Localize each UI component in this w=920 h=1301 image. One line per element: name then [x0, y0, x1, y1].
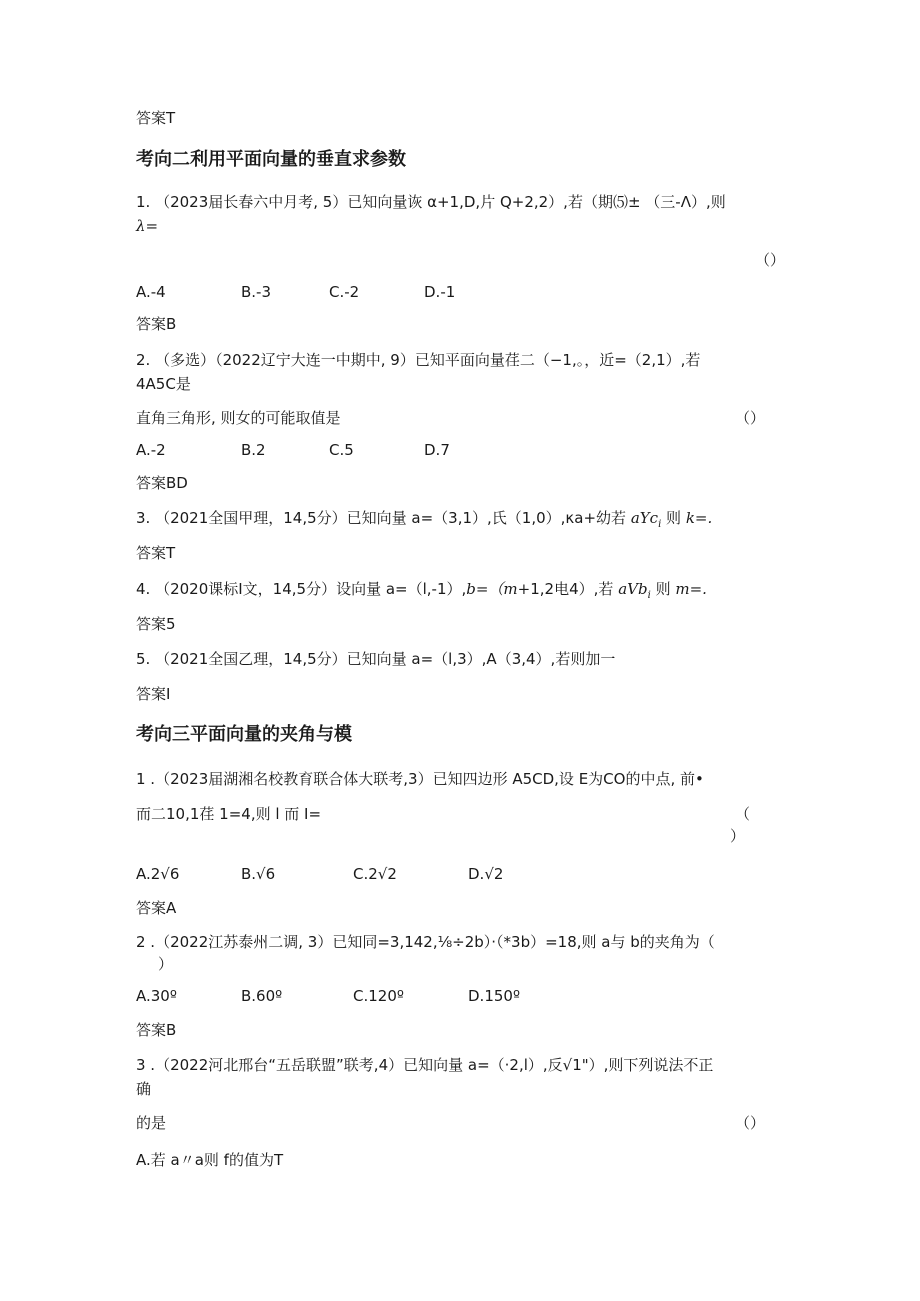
question-connector: 则 — [666, 509, 682, 527]
option-b: B.-3 — [241, 283, 272, 301]
answer-blank: ） — [730, 827, 746, 845]
math-expression: b=（m+ — [466, 580, 531, 598]
option-c: C.2√2 — [353, 865, 397, 883]
question-text: 1 .（2023届湖湘名校教育联合体大联考,3）已知四边形 A5CD,设 E为CO的中点, 前• — [136, 770, 704, 788]
answer-blank: ） — [158, 955, 174, 973]
question-text: 确 — [136, 1080, 152, 1098]
option-b: B.√6 — [241, 865, 276, 883]
question-text: 而二10,1荏 1=4,则 l 而 I= — [136, 805, 322, 823]
answer-line: 答案BD — [136, 474, 188, 492]
question-text: 的是 — [136, 1114, 167, 1132]
answer-line: 答案B — [136, 1021, 177, 1039]
option-d: D.7 — [424, 441, 450, 459]
answer-blank: （ — [735, 805, 751, 823]
question-text — [136, 508, 712, 535]
option-b: B.60º — [241, 987, 283, 1005]
answer-blank: （） — [735, 409, 766, 427]
option-c: C.-2 — [329, 283, 360, 301]
question-main: 1,2电4）,若 — [530, 580, 614, 598]
question-text: 直角三角形, 则女的可能取值是 — [136, 409, 341, 427]
math-subscript: i — [647, 590, 651, 601]
option-a: A.若 a〃a则 f的值为T — [136, 1151, 284, 1169]
math-subscript: i — [658, 519, 662, 530]
question-main: 3. （2021全国甲理，14,5分）已知向量 a=（3,1）,氏（1,0）,κa+幼若 — [136, 509, 627, 527]
option-a: A.2√6 — [136, 865, 180, 883]
option-d: D.√2 — [468, 865, 504, 883]
option-d: D.150º — [468, 987, 521, 1005]
math-expression: aVb — [618, 580, 648, 598]
option-a: A.-4 — [136, 283, 166, 301]
option-b: B.2 — [241, 441, 266, 459]
answer-blank: （） — [755, 251, 786, 269]
question-connector: 则 — [655, 580, 671, 598]
question-text — [136, 579, 707, 606]
math-expression: k=. — [685, 509, 713, 527]
question-text: 3 .（2022河北邢台“五岳联盟”联考,4）已知向量 a=（·2,l）,反√1"）,则下列说法不正 — [136, 1056, 714, 1074]
answer-line: 答案B — [136, 315, 177, 333]
question-text: 2 .（2022江苏泰州二调, 3）已知同=3,142,⅛÷2b）·（*3b）=18,则 a与 b的夹角为（ — [136, 933, 715, 951]
answer-line: 答案A — [136, 899, 177, 917]
answer-line: 答案T — [136, 544, 176, 562]
math-expression: aYc — [630, 509, 659, 527]
question-text: 1. （2023届长春六中月考, 5）已知向量诙 α+1,D,片 Q+2,2）,若（期⑸± （三-Λ）,则 — [136, 193, 726, 211]
option-c: C.120º — [353, 987, 404, 1005]
option-c: C.5 — [329, 441, 354, 459]
question-text: 4A5C是 — [136, 375, 191, 393]
option-d: D.-1 — [424, 283, 456, 301]
option-a: A.-2 — [136, 441, 166, 459]
option-a: A.30º — [136, 987, 177, 1005]
section-heading: 考向二利用平面向量的垂直求参数 — [136, 149, 406, 170]
answer-blank: （） — [735, 1114, 766, 1132]
section-heading: 考向三平面向量的夹角与模 — [136, 724, 352, 745]
answer-line: 答案T — [136, 109, 176, 127]
math-expression: m=. — [675, 580, 707, 598]
answer-line: 答案I — [136, 685, 171, 703]
question-text: λ= — [136, 217, 159, 235]
question-main: 4. （2020课标Ⅰ文，14,5分）设向量 a=（l,-1）, — [136, 580, 467, 598]
answer-line: 答案5 — [136, 615, 176, 633]
question-text: 5. （2021全国乙理，14,5分）已知向量 a=（l,3）,A（3,4）,若则加一 — [136, 650, 616, 668]
question-text: 2. （多选）（2022辽宁大连一中期中, 9）已知平面向量荏二（−1,。，近=（2,1）,若 — [136, 351, 701, 369]
